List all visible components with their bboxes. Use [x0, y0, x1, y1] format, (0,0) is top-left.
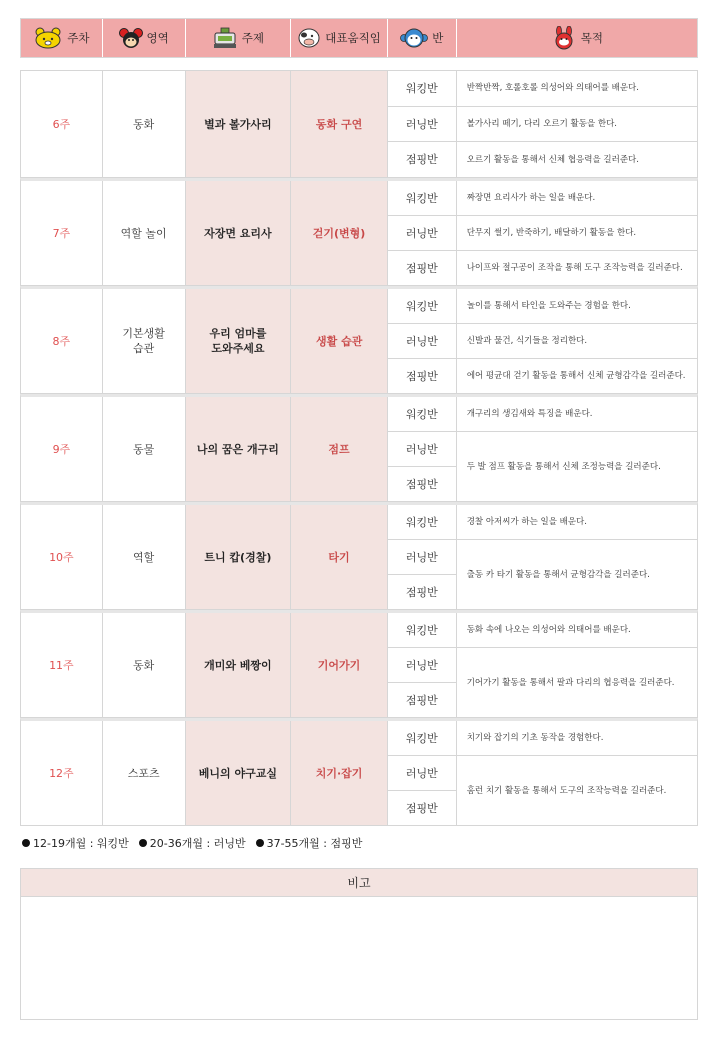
age-legend — [22, 835, 362, 851]
goal-list — [457, 71, 697, 177]
goal-item: 동화 속에 나오는 의성어와 의태어를 배운다. — [457, 613, 697, 648]
topic-label: 자장면 요리사 — [186, 181, 292, 285]
goal-list — [457, 289, 697, 393]
notes-box — [20, 868, 698, 1020]
class-walking: 워킹반 — [388, 613, 456, 648]
goal-item: 치기와 잡기의 기초 동작을 경험한다. — [457, 721, 697, 756]
area-label: 기본생활 습관 — [103, 289, 186, 393]
week-number: 11주 — [21, 613, 103, 717]
class-walking: 워킹반 — [388, 505, 456, 540]
movement-label: 걷기(변형) — [291, 181, 388, 285]
header-class-label: 반 — [432, 31, 444, 45]
goal-item: 출동 카 타기 활동을 통해서 균형감각을 길러준다. — [466, 569, 650, 580]
class-jumping: 점핑반 — [405, 693, 438, 707]
class-jumping: 점핑반 — [405, 261, 438, 275]
bullet-icon — [139, 839, 147, 847]
class-running: 러닝반 — [388, 216, 456, 251]
movement-label: 동화 구연 — [291, 71, 388, 177]
rabbit-icon — [551, 26, 577, 50]
goal-item: 개구리의 생김새와 특징을 배운다. — [457, 397, 697, 432]
class-list — [388, 721, 457, 825]
header-movement — [291, 19, 388, 57]
legend-label: 12-19개월 : 워킹반 — [33, 837, 129, 850]
class-walking: 워킹반 — [388, 71, 456, 107]
legend-item — [22, 835, 129, 851]
class-walking: 워킹반 — [388, 721, 456, 756]
header-topic — [186, 19, 292, 57]
topic-label: 우리 엄마를 도와주세요 — [186, 289, 292, 393]
notes-body[interactable] — [21, 897, 697, 1019]
week-number: 10주 — [21, 505, 103, 609]
legend-label: 37-55개월 : 점핑반 — [266, 837, 363, 850]
topic-label: 트니 캅(경찰) — [186, 505, 292, 609]
bullet-icon — [22, 839, 30, 847]
header-movement-label: 대표움직임 — [325, 31, 381, 45]
class-walking: 워킹반 — [388, 397, 456, 432]
class-jumping: 점핑반 — [405, 801, 438, 815]
header-topic-label: 주제 — [241, 31, 264, 45]
robot-icon — [212, 27, 238, 49]
table-header — [20, 18, 698, 58]
week-block — [20, 70, 698, 178]
header-week-label: 주차 — [67, 31, 90, 45]
curriculum-table — [20, 70, 698, 826]
legend-item — [139, 835, 246, 851]
mouse-icon — [119, 27, 143, 49]
header-week — [21, 19, 103, 57]
goal-item: 오르기 활동을 통해서 신체 협응력을 길러준다. — [466, 154, 639, 165]
movement-label: 생활 습관 — [291, 289, 388, 393]
goal-item: 홈런 치기 활동을 통해서 도구의 조작능력을 길러준다. — [466, 785, 667, 796]
class-jumping: 점핑반 — [405, 585, 438, 599]
week-number: 12주 — [21, 721, 103, 825]
week-block — [20, 286, 698, 394]
area-label: 스포츠 — [103, 721, 186, 825]
movement-label: 기어가기 — [291, 613, 388, 717]
area-label: 역할 — [103, 505, 186, 609]
area-label: 동물 — [103, 397, 186, 501]
header-class — [388, 19, 457, 57]
week-block — [20, 394, 698, 502]
class-walking: 워킹반 — [388, 181, 456, 216]
class-jumping: 점핑반 — [405, 369, 438, 383]
goal-list — [457, 181, 697, 285]
class-running: 러닝반 — [388, 756, 456, 791]
class-list — [388, 181, 457, 285]
goal-item: 경찰 아저씨가 하는 일을 배운다. — [457, 505, 697, 540]
week-block — [20, 502, 698, 610]
goal-item: 두 발 점프 활동을 통해서 신체 조정능력을 길러준다. — [466, 461, 661, 472]
week-number: 9주 — [21, 397, 103, 501]
class-walking: 워킹반 — [388, 289, 456, 324]
goal-item: 에어 평균대 걷기 활동을 통해서 신체 균형감각을 길러준다. — [466, 371, 686, 381]
class-running: 러닝반 — [388, 648, 456, 683]
movement-label: 치기·잡기 — [291, 721, 388, 825]
class-running: 러닝반 — [388, 324, 456, 359]
cow-icon — [297, 27, 321, 49]
area-label: 역할 놀이 — [103, 181, 186, 285]
class-jumping: 점핑반 — [405, 477, 438, 491]
movement-label: 타기 — [291, 505, 388, 609]
movement-label: 점프 — [291, 397, 388, 501]
area-label: 동화 — [103, 71, 186, 177]
legend-item — [256, 835, 363, 851]
class-running: 러닝반 — [388, 540, 456, 575]
header-goal — [457, 19, 697, 57]
goal-item: 놀이를 통해서 타인을 도와주는 경험을 한다. — [457, 289, 697, 324]
goal-item: 짜장면 요리사가 하는 일을 배운다. — [457, 181, 697, 216]
class-list — [388, 397, 457, 501]
goal-list — [457, 721, 697, 825]
topic-label: 나의 꿈은 개구리 — [186, 397, 292, 501]
topic-label: 개미와 베짱이 — [186, 613, 292, 717]
class-running: 러닝반 — [388, 432, 456, 467]
goal-item: 단무지 썰기, 반죽하기, 배달하기 활동을 한다. — [457, 216, 697, 251]
legend-label: 20-36개월 : 러닝반 — [149, 837, 246, 850]
goal-list — [457, 397, 697, 501]
bear-icon — [33, 27, 63, 49]
week-number: 6주 — [21, 71, 103, 177]
goal-list — [457, 613, 697, 717]
class-list — [388, 613, 457, 717]
goal-item: 신발과 물건, 식기들을 정리한다. — [457, 324, 697, 359]
class-list — [388, 505, 457, 609]
goal-item: 기어가기 활동을 통해서 팔과 다리의 협응력을 길러준다. — [466, 677, 675, 688]
notes-title: 비고 — [21, 869, 697, 897]
topic-label: 베니의 야구교실 — [186, 721, 292, 825]
week-block — [20, 178, 698, 286]
header-area-label: 영역 — [146, 31, 169, 45]
goal-list — [457, 505, 697, 609]
class-running: 러닝반 — [388, 107, 456, 143]
goal-item: 볼가사리 떼기, 다리 오르기 활동을 한다. — [457, 107, 697, 143]
header-goal-label: 목적 — [580, 31, 603, 45]
week-number: 7주 — [21, 181, 103, 285]
week-number: 8주 — [21, 289, 103, 393]
goal-item: 반짝반짝, 호롤호롤 의성어와 의태어를 배운다. — [457, 71, 697, 107]
class-list — [388, 289, 457, 393]
class-jumping: 점핑반 — [405, 153, 438, 167]
class-list — [388, 71, 457, 177]
goal-item: 나이프와 절구공이 조작을 통해 도구 조작능력을 길러준다. — [466, 263, 683, 273]
header-area — [103, 19, 186, 57]
area-label: 동화 — [103, 613, 186, 717]
bullet-icon — [256, 839, 264, 847]
monkey-icon — [400, 27, 428, 49]
week-block — [20, 610, 698, 718]
topic-label: 별과 볼가사리 — [186, 71, 292, 177]
week-block — [20, 718, 698, 826]
